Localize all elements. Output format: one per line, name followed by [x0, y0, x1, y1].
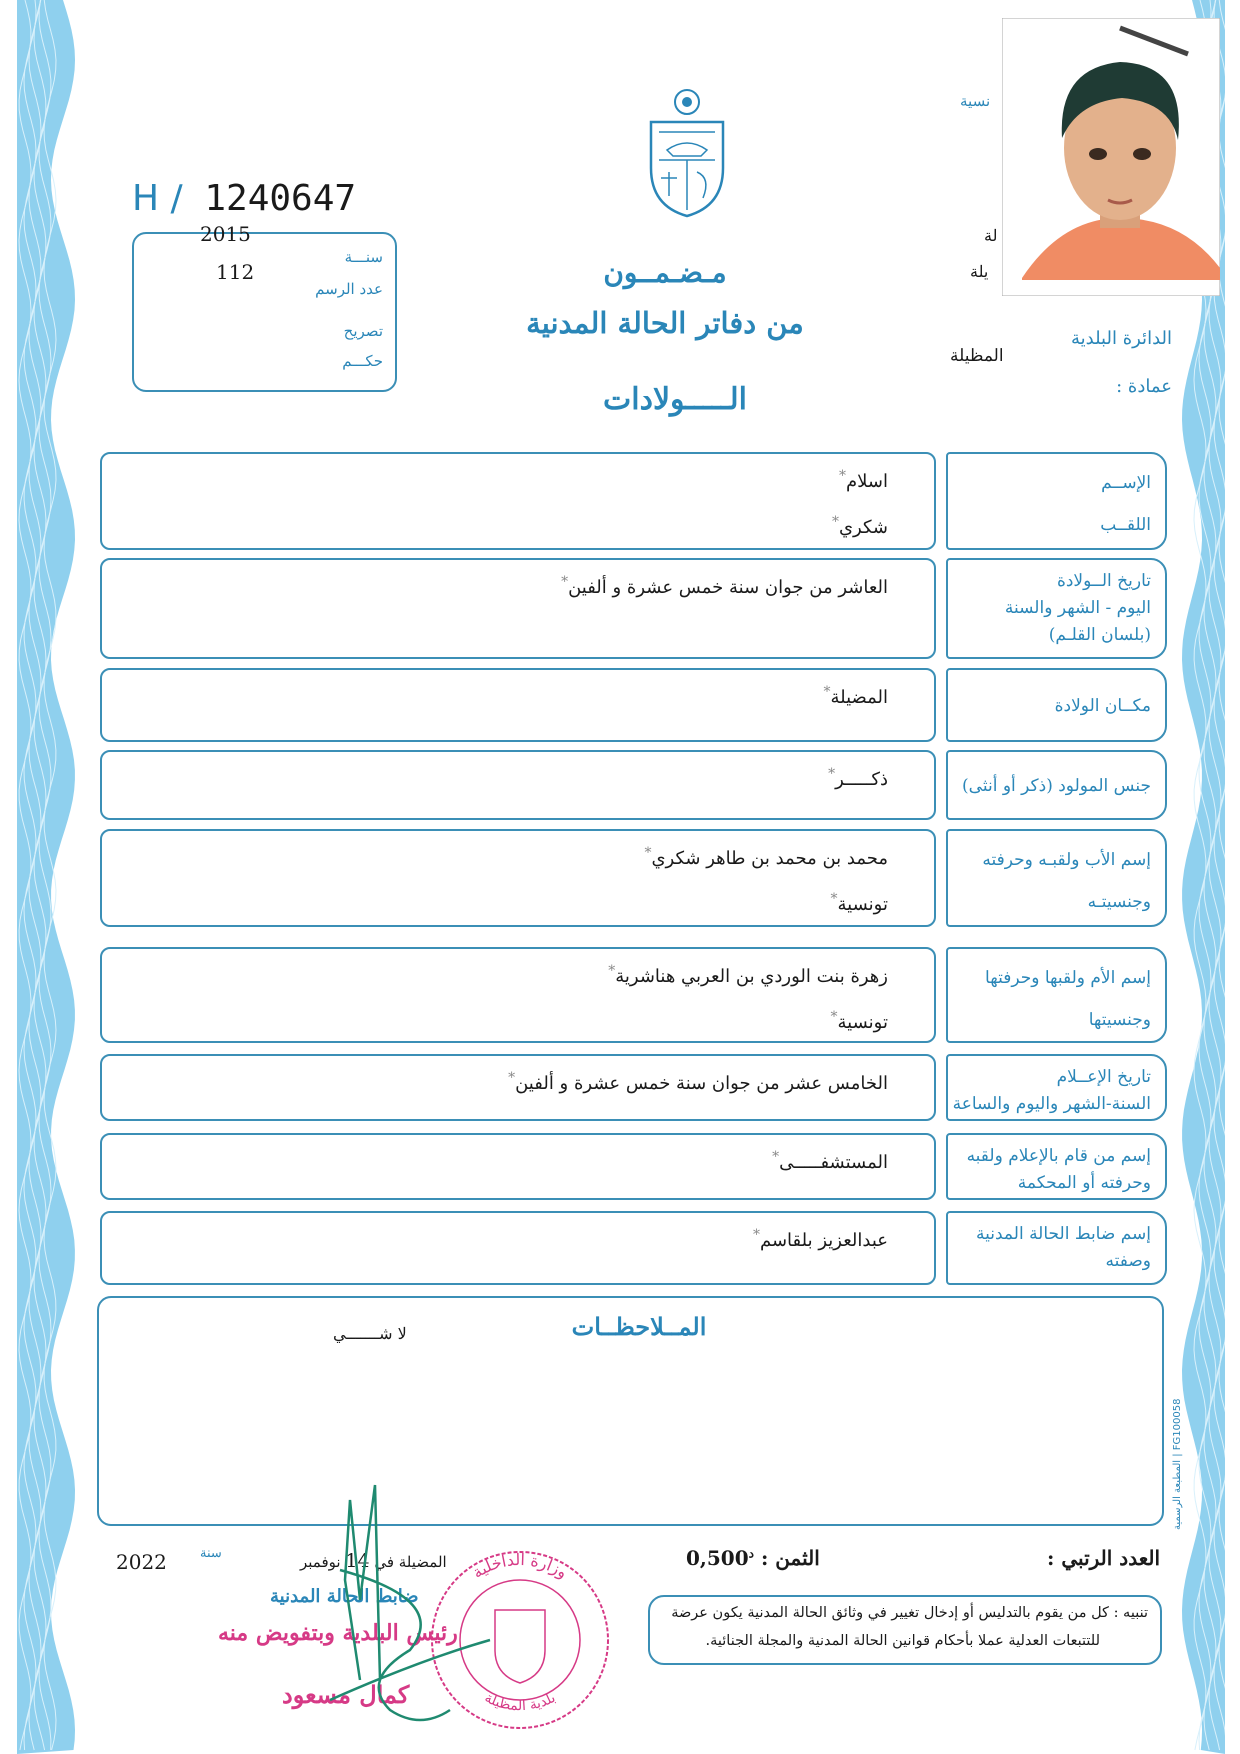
row-value [608, 951, 888, 1043]
record-year-label: سنـــة [344, 248, 383, 266]
row-label: إسم من قام بالإعلام ولقبه [966, 1146, 1151, 1166]
row-label: وجنسيتها [1088, 1010, 1151, 1030]
value-marker: * [831, 514, 839, 530]
row-value [644, 833, 888, 925]
seal-bottom-text: بلدية المظيلة [481, 1689, 559, 1715]
value-marker: * [830, 891, 838, 907]
document-title: من دفاتر الحالة المدنية [526, 306, 804, 340]
issue-month: نوفمبر [300, 1553, 341, 1571]
handwritten-signature [300, 1480, 500, 1740]
municipality-label: الدائرة البلدية [1070, 328, 1172, 349]
value-text: العاشر من جوان سنة خمس عشرة و ألفين [568, 577, 888, 598]
row-value-box [100, 750, 936, 820]
partial-text: يلة [970, 262, 989, 281]
row-value [561, 562, 888, 608]
row-value [823, 672, 888, 718]
row-value-line [832, 456, 888, 502]
value-text: المستشفـــــى [779, 1152, 888, 1173]
record-number-label: عدد الرسم [315, 280, 383, 298]
coat-of-arms-emblem [645, 88, 729, 220]
row-value-line [608, 951, 888, 997]
row-value-box [100, 558, 936, 659]
row-label: إسم ضابط الحالة المدنية [976, 1224, 1151, 1244]
value-text: تونسية [837, 894, 888, 915]
row-value [508, 1058, 888, 1104]
row-value-line [753, 1215, 888, 1261]
value-marker: * [644, 845, 652, 861]
value-marker: * [772, 1149, 780, 1165]
row-value-box [100, 1054, 936, 1121]
row-label: الإســم [1101, 473, 1151, 493]
title-small: مـضـمــون [603, 256, 727, 289]
row-label: وصفته [1105, 1251, 1151, 1271]
row-value-line [823, 672, 888, 718]
value-marker: * [608, 963, 616, 979]
row-value [772, 1137, 888, 1183]
value-text: زهرة بنت الوردي بن العربي هناشرية [615, 966, 888, 987]
row-value-box [100, 1133, 936, 1200]
issue-year: 2022 [116, 1550, 167, 1574]
row-value-line [644, 833, 888, 879]
row-label: السنة-الشهر واليوم والساعة [952, 1094, 1151, 1114]
issue-place: المضيلة في [374, 1553, 447, 1571]
row-label: وجنسيتـه [1087, 892, 1151, 912]
row-label: تاريخ الــولادة [1056, 571, 1151, 591]
row-value-box [100, 668, 936, 742]
mayor-stamp-name: كمال مسعود [282, 1680, 410, 1709]
partial-text: نسية [960, 92, 991, 110]
value-marker: * [823, 684, 831, 700]
value-marker: * [828, 766, 836, 782]
serial-value: 1240647 [204, 178, 357, 219]
issue-year-label: سنة [200, 1546, 222, 1561]
price-amount [686, 1546, 754, 1570]
printer-text: المطبعة الرسمية | FG100058 [1172, 1398, 1183, 1530]
price-label: الثمن : [760, 1546, 820, 1570]
serial-number [132, 178, 356, 219]
serial-order-label [1047, 1546, 1160, 1570]
notice-line-1: تنبيه : كل من يقوم بالتدليس أو إدخال تغيير في وثائق الحالة المدنية يكون عرضة [671, 1605, 1148, 1621]
value-text: محمد بن محمد بن طاهر شكري [651, 848, 888, 869]
price-value: 0,500 [686, 1546, 749, 1570]
row-value-line [508, 1058, 888, 1104]
row-value-line [828, 754, 888, 800]
value-marker: * [561, 574, 569, 590]
left-decorative-border [17, 0, 77, 1754]
value-marker: * [508, 1070, 516, 1086]
price-unit: د [748, 1546, 754, 1561]
serial-prefix: H / [132, 178, 183, 219]
imada-label: عمادة : [1116, 376, 1172, 397]
row-label-box [946, 1211, 1167, 1285]
row-label: (بلسان القلـم) [1048, 625, 1151, 645]
value-text: الخامس عشر من جوان سنة خمس عشرة و ألفين [515, 1073, 888, 1094]
row-label-box [946, 668, 1167, 742]
row-label: إسم الأم ولقبها وحرفتها [985, 968, 1151, 988]
value-text: تونسية [837, 1012, 888, 1033]
remarks-value: لا شـــــــي [333, 1324, 407, 1343]
record-number-value: 112 [216, 260, 255, 284]
price [686, 1546, 820, 1570]
value-text: عبدالعزيز بلقاسم [759, 1230, 888, 1251]
printer-mark [1170, 1360, 1190, 1530]
row-label-box [946, 750, 1167, 820]
row-value [753, 1215, 888, 1261]
row-label: إسم الأب ولقبـه وحرفته [982, 850, 1151, 870]
value-text: شكري [838, 517, 888, 538]
row-label-box [946, 452, 1167, 550]
record-box [132, 222, 397, 392]
row-value-box [100, 452, 936, 550]
value-text: ذكـــــر [835, 769, 888, 790]
remarks-box [97, 1296, 1164, 1526]
value-marker: * [752, 1227, 760, 1243]
row-label: مكــان الولادة [1054, 696, 1151, 716]
value-marker: * [839, 468, 847, 484]
officer-title: ضابط الحالة المدنية [270, 1586, 419, 1607]
row-value [828, 754, 888, 800]
value-text: اسلام [846, 471, 888, 492]
row-value-line [608, 997, 888, 1043]
municipality-value: المظيلة [950, 346, 1004, 366]
row-value-line [561, 562, 888, 608]
issue-day: 14 [345, 1550, 370, 1572]
row-label: وحرفته أو المحكمة [1017, 1173, 1151, 1193]
partial-text: لة [984, 226, 998, 245]
seal-top-text: وزارة الداخلية [468, 1549, 572, 1582]
row-label-box [946, 1054, 1167, 1121]
row-label-box [946, 947, 1167, 1043]
row-value-box [100, 829, 936, 927]
row-value [832, 456, 888, 548]
row-label: اليوم - الشهر والسنة [1004, 598, 1151, 618]
row-label-box [946, 829, 1167, 927]
remarks-title: المــلاحظــات [571, 1312, 707, 1341]
legal-notice-box [648, 1595, 1162, 1665]
child-photo [1002, 18, 1220, 296]
judgment-label: حكـــم [342, 352, 383, 370]
row-label: جنس المولود (ذكر أو أنثى) [962, 776, 1151, 796]
serial-order-text: العدد الرتبي : [1047, 1546, 1160, 1570]
record-year-value: 2015 [200, 222, 251, 246]
row-value-box [100, 947, 936, 1043]
row-label: تاريخ الإعــلام [1056, 1067, 1151, 1087]
row-value-line [772, 1137, 888, 1183]
row-label-box [946, 558, 1167, 659]
mayor-stamp-text: رئيس البلدية وبتفويض منه [218, 1620, 458, 1646]
declaration-label: تصريح [343, 322, 383, 340]
row-value-box [100, 1211, 936, 1285]
section-title-births: الـــــولادات [603, 382, 747, 417]
value-text: المضيلة [830, 687, 888, 708]
row-value-line [644, 879, 888, 925]
row-label-box [946, 1133, 1167, 1200]
row-label: اللقــب [1100, 515, 1151, 535]
notice-line-2: للتتبعات العدلية عملا بأحكام قوانين الحالة المدنية والمجلة الجنائية. [705, 1633, 1100, 1649]
row-value-line [832, 502, 888, 548]
value-marker: * [830, 1009, 838, 1025]
